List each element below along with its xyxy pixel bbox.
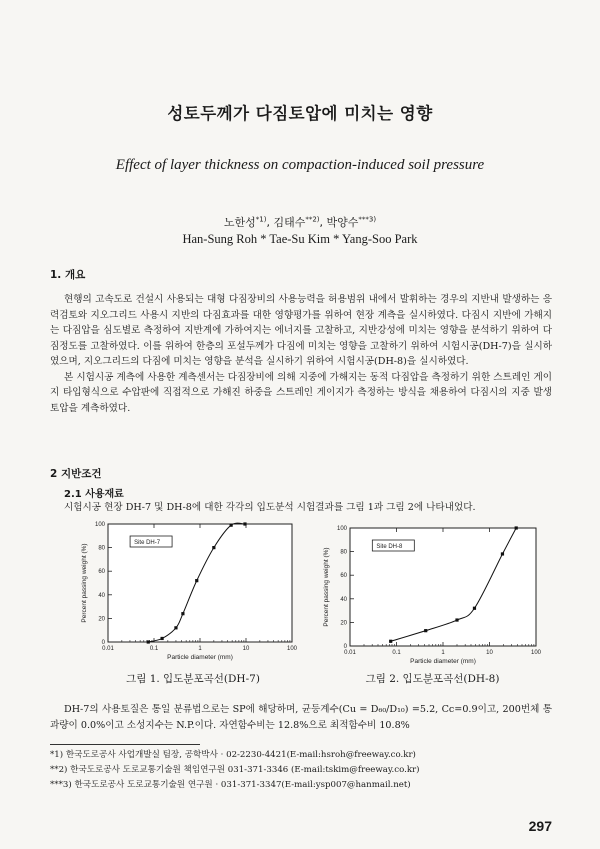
legend-label: Site DH-8 bbox=[376, 544, 403, 550]
x-tick-label: 100 bbox=[286, 646, 298, 652]
x-axis-label: Particle diameter (mm) bbox=[410, 658, 476, 665]
y-tick-label: 80 bbox=[98, 545, 105, 552]
section-2-1-heading: 2.1 사용재료 bbox=[64, 489, 124, 500]
data-point bbox=[501, 552, 504, 555]
x-tick-label: 1 bbox=[441, 650, 445, 656]
section-2-intro bbox=[50, 500, 552, 516]
data-point bbox=[424, 629, 427, 632]
x-tick-label: 100 bbox=[530, 650, 542, 656]
footnotes bbox=[50, 748, 560, 793]
section-1-heading: 1. 개요 bbox=[50, 269, 86, 281]
author-1: 노한성 bbox=[223, 216, 256, 229]
section-2-body bbox=[50, 702, 552, 733]
data-point bbox=[243, 522, 246, 525]
x-tick-label: 0.01 bbox=[344, 650, 356, 656]
x-tick-label: 10 bbox=[486, 650, 493, 656]
y-tick-label: 0 bbox=[101, 640, 105, 646]
page-number: 297 bbox=[528, 818, 552, 834]
footnote-1: *1) 한국도로공사 사업개발실 팀장, 공학박사 · 02-2230-4421(E-mail:hsroh@freeway.co.kr) bbox=[50, 750, 416, 760]
author-1-mark: *1) bbox=[255, 215, 267, 224]
data-point bbox=[161, 637, 164, 640]
data-point bbox=[212, 546, 215, 549]
x-tick-label: 0.1 bbox=[392, 650, 401, 656]
author-3: 박양수 bbox=[326, 216, 359, 229]
authors-english: Han-Sung Roh * Tae-Su Kim * Yang-Soo Park bbox=[182, 232, 418, 246]
footnote-divider bbox=[50, 744, 200, 745]
data-point bbox=[174, 626, 177, 629]
data-point bbox=[515, 526, 518, 529]
y-tick-label: 60 bbox=[340, 573, 347, 580]
y-axis-label: Percent passing weight (%) bbox=[81, 543, 88, 623]
authors-korean: 노한성$^{*1)}$, 김태수$^{**2)}$, 박양수$^{***3)}$ bbox=[223, 215, 377, 229]
author-3-mark: ***3) bbox=[358, 215, 377, 224]
data-point bbox=[181, 612, 184, 615]
x-axis-label: Particle diameter (mm) bbox=[167, 654, 233, 661]
y-tick-label: 40 bbox=[340, 596, 347, 603]
y-tick-label: 100 bbox=[94, 522, 105, 528]
chart-2 bbox=[310, 520, 542, 670]
paper-title-english: Effect of layer thickness on compaction-induced soil pressure bbox=[115, 157, 485, 173]
chart-1-svg bbox=[68, 516, 298, 666]
footnote-3: ***3) 한국도로공사 도로교통기술원 연구원 · 031-371-3347(E-mail:ysp007@hanmail.net) bbox=[50, 780, 411, 790]
section-1-paragraph-2: 본 시험시공 계측에 사용한 계측센서는 다짐장비에 의해 지중에 가해지는 동적 다짐압을 측정하기 위한 스트레인 게이지 타입형식으로 수압판에 직접적으로 가해진 하중을 스트레인 게이지가 측정하는 방식을 채용하여 다짐시의 지중 발생토압을 계측하였다. bbox=[50, 371, 552, 414]
chart-1 bbox=[68, 516, 298, 666]
data-point bbox=[195, 579, 198, 582]
footnote-2: **2) 한국도로공사 도로교통기술원 책임연구원 031-371-3346 (E-mail:tskim@freeway.co.kr) bbox=[50, 765, 420, 775]
section-2-intro-text: 시험시공 현장 DH-7 및 DH-8에 대한 각각의 입도분석 시험결과를 그림 1과 그림 2에 나타내었다. bbox=[64, 502, 476, 513]
section-2-paragraph: DH-7의 사용토질은 통일 분류법으로는 SP에 해당하며, 균등계수(Cu = D₆₀/D₁₀) =5.2, Cc=0.9이고, 200번체 통과량이 0.0%이고 소성지수는 N.P.이다. 자연함수비는 12.8%으로 최적함수비 10.8% bbox=[50, 704, 552, 731]
legend-label: Site DH-7 bbox=[134, 540, 161, 546]
chart-2-svg bbox=[310, 520, 542, 670]
section-1-paragraph-1: 현행의 고속도로 건설시 사용되는 대형 다짐장비의 사용능력을 허용범위 내에서 발휘하는 경우의 지반내 발생하는 응력검토와 지오그리드 사용시 지반의 다짐효과를 대한 영향평가를 위하여 현장 계측을 실시하였다. 다짐시 지반에 가해지는 다짐압을 심도별로 측정하여 지반계에 가하여지는 에너지를 고찰하고, 지반강성에 미치는 영향을 분석하기 위하여 다짐정도를 고찰하였다. 이를 위하여 한층의 포설두께가 다짐에 미치는 영향을 고찰하기 위하여 시험시공(DH-7)을 실시하였으며, 지오그리드의 다짐에 미치는 영향을 분석을 실시하기 위하여 시험시공(DH-8)을 실시하였다. bbox=[50, 294, 552, 367]
data-point bbox=[473, 607, 476, 610]
data-point bbox=[230, 524, 233, 527]
x-tick-label: 0.01 bbox=[102, 646, 114, 652]
paper-title-korean: 성토두께가 다짐토압에 미치는 영향 bbox=[167, 104, 433, 123]
y-tick-label: 40 bbox=[98, 592, 105, 599]
data-point bbox=[389, 640, 392, 643]
y-tick-label: 100 bbox=[336, 526, 347, 532]
y-tick-label: 0 bbox=[343, 644, 347, 650]
y-tick-label: 20 bbox=[98, 616, 105, 623]
author-2-mark: **2) bbox=[305, 215, 320, 224]
y-tick-label: 20 bbox=[340, 620, 347, 627]
y-axis-label: Percent passing weight (%) bbox=[323, 547, 330, 627]
y-tick-label: 60 bbox=[98, 569, 105, 576]
author-2: 김태수 bbox=[273, 216, 306, 229]
chart-1-caption: 그림 1. 입도분포곡선(DH-7) bbox=[126, 673, 260, 685]
x-tick-label: 0.1 bbox=[149, 646, 159, 652]
data-point bbox=[455, 618, 458, 621]
section-1-body bbox=[50, 292, 552, 416]
x-tick-label: 10 bbox=[242, 646, 250, 652]
x-tick-label: 1 bbox=[198, 646, 202, 652]
y-tick-label: 80 bbox=[340, 549, 347, 556]
data-point bbox=[147, 640, 150, 643]
chart-2-caption: 그림 2. 입도분포곡선(DH-8) bbox=[365, 673, 500, 685]
section-2-heading: 2 지반조건 bbox=[50, 468, 102, 480]
